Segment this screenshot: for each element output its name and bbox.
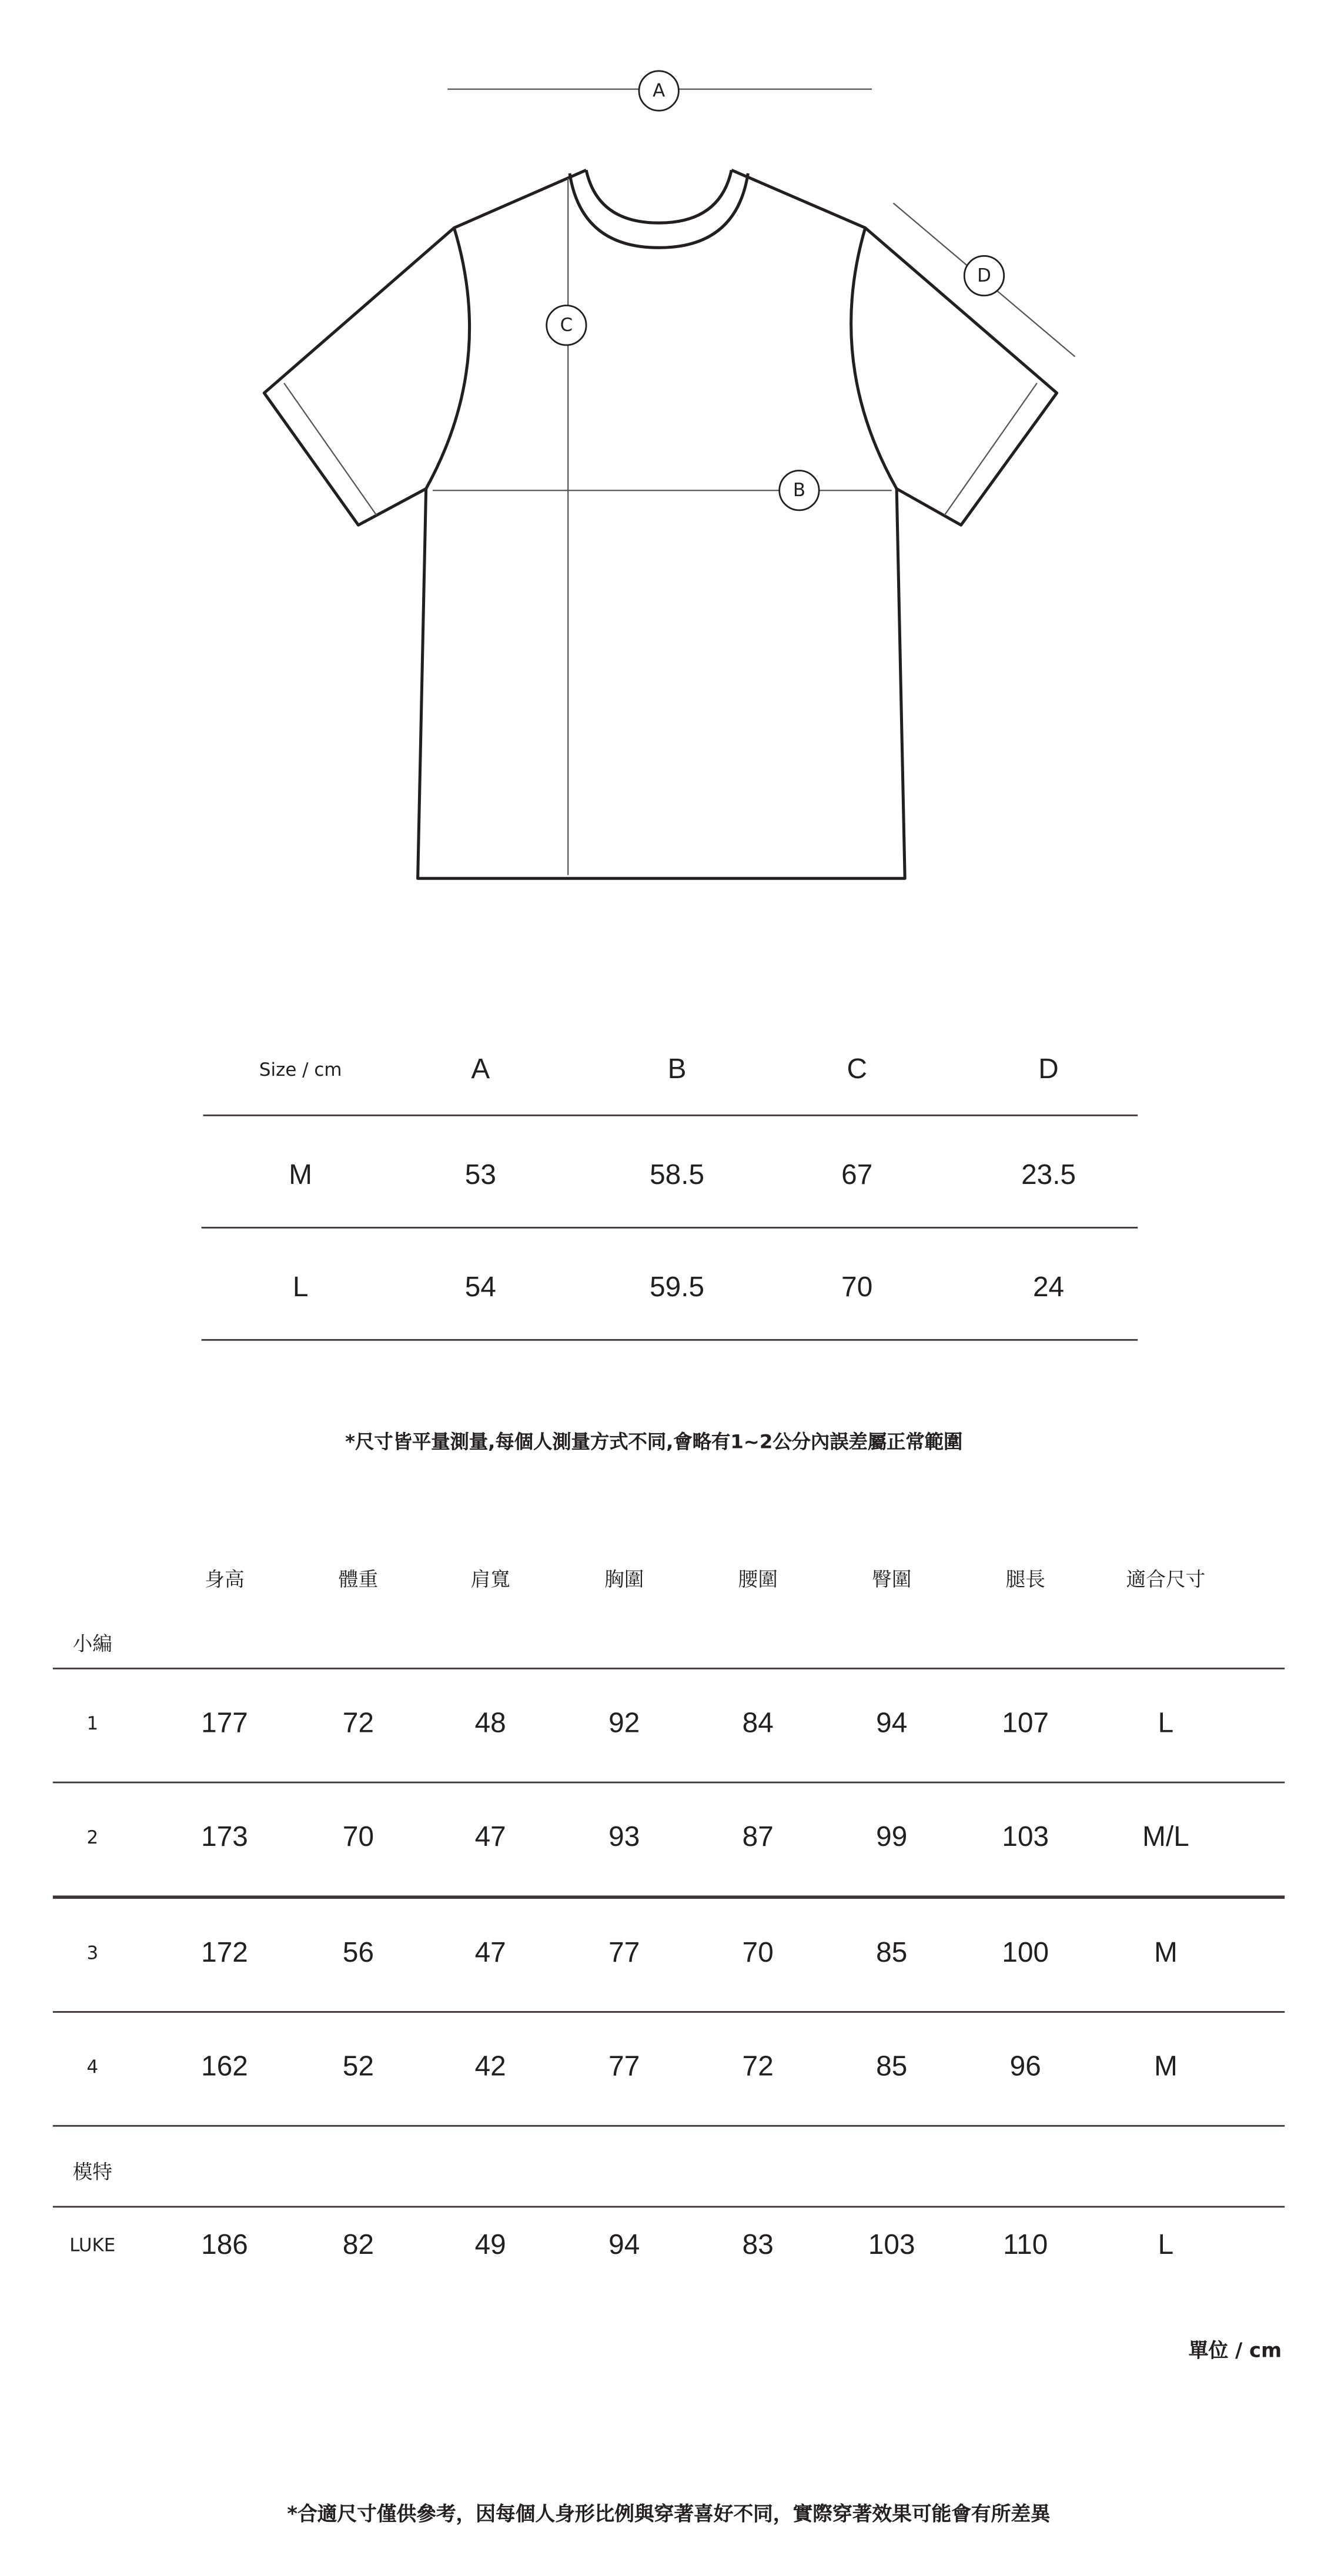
tshirt-outline bbox=[264, 170, 1056, 878]
group-label-model: 模特 bbox=[72, 2160, 113, 2184]
fit-table-cell: 48 bbox=[474, 1707, 506, 1739]
model-name: LUKE bbox=[69, 2234, 116, 2257]
fit-table-cell: 85 bbox=[876, 1936, 908, 1968]
fit-table-cell: 93 bbox=[608, 1821, 640, 1854]
size-table-header: C bbox=[847, 1053, 867, 1085]
row-divider bbox=[53, 2125, 1285, 2127]
fit-table-cell: L bbox=[1158, 1707, 1174, 1739]
size-table-cell: 54 bbox=[464, 1271, 496, 1303]
fit-table-cell: 162 bbox=[201, 2050, 248, 2082]
fit-table-cell: 83 bbox=[742, 2229, 774, 2261]
row-id: 3 bbox=[86, 1942, 99, 1963]
fit-table-cell: 96 bbox=[1009, 2050, 1041, 2082]
fit-table-cell: M bbox=[1154, 2050, 1178, 2082]
row-id: 4 bbox=[86, 2056, 99, 2078]
size-note: *尺寸皆平量測量,每個人測量方式不同,會略有1~2公分內誤差屬正常範圍 bbox=[345, 1430, 963, 1453]
label-d: D bbox=[977, 265, 991, 287]
fit-table-cell: 84 bbox=[742, 1707, 774, 1739]
row-divider bbox=[53, 1668, 1285, 1670]
fit-table-header: 胸圍 bbox=[604, 1567, 644, 1591]
size-table-cell: 70 bbox=[841, 1271, 873, 1303]
row-divider bbox=[203, 1115, 1138, 1117]
fit-table-cell: 77 bbox=[608, 1936, 640, 1968]
fit-table-cell: 173 bbox=[201, 1821, 248, 1854]
row-divider bbox=[202, 1339, 1138, 1341]
fit-table-cell: 77 bbox=[608, 2050, 640, 2082]
fit-table-header: 肩寬 bbox=[470, 1567, 510, 1591]
size-table-header: Size / cm bbox=[259, 1059, 342, 1081]
tshirt-diagram bbox=[0, 0, 1321, 925]
fit-table-cell: 72 bbox=[742, 2050, 774, 2082]
size-table-cell: 58.5 bbox=[650, 1159, 705, 1191]
fit-table-cell: 99 bbox=[876, 1821, 908, 1854]
size-table-cell: 67 bbox=[841, 1159, 873, 1191]
fit-table-cell: 100 bbox=[1002, 1936, 1049, 1968]
fit-note: *合適尺寸僅供參考，因每個人身形比例與穿著喜好不同，實際穿著效果可能會有所差異 bbox=[287, 2502, 1051, 2525]
fit-table-header: 身高 bbox=[205, 1567, 245, 1591]
row-id: 1 bbox=[86, 1713, 99, 1735]
size-table-size: L bbox=[292, 1271, 309, 1303]
size-table-cell: 53 bbox=[464, 1159, 496, 1191]
fit-table-cell: 85 bbox=[876, 2050, 908, 2082]
group-label-staff: 小編 bbox=[72, 1632, 113, 1655]
fit-table-header: 體重 bbox=[338, 1567, 379, 1591]
row-id: 2 bbox=[86, 1827, 99, 1849]
fit-table-cell: 177 bbox=[201, 1707, 248, 1739]
label-a: A bbox=[653, 80, 665, 102]
fit-table-cell: 47 bbox=[474, 1821, 506, 1854]
row-divider bbox=[53, 2010, 1285, 2013]
row-divider bbox=[53, 1896, 1285, 1898]
fit-table-header: 適合尺寸 bbox=[1126, 1567, 1206, 1591]
fit-table-cell: 94 bbox=[608, 2229, 640, 2261]
fit-table-cell: 52 bbox=[342, 2050, 374, 2082]
fit-table-cell: 49 bbox=[474, 2229, 506, 2261]
size-table-cell: 23.5 bbox=[1021, 1159, 1076, 1191]
fit-table-cell: 82 bbox=[342, 2229, 374, 2261]
fit-table-cell: 172 bbox=[201, 1936, 248, 1968]
row-divider bbox=[53, 2206, 1285, 2208]
fit-table-cell: 42 bbox=[474, 2050, 506, 2082]
fit-table-cell: 94 bbox=[876, 1707, 908, 1739]
size-table-size: M bbox=[289, 1159, 313, 1191]
fit-table-header: 腿長 bbox=[1005, 1567, 1045, 1591]
fit-table-cell: 87 bbox=[742, 1821, 774, 1854]
fit-table-cell: 103 bbox=[868, 2229, 915, 2261]
fit-table-cell: 103 bbox=[1002, 1821, 1049, 1854]
row-divider bbox=[202, 1227, 1138, 1229]
fit-table-header: 腰圍 bbox=[738, 1567, 778, 1591]
row-divider bbox=[53, 1782, 1285, 1784]
size-table-cell: 59.5 bbox=[650, 1271, 705, 1303]
fit-table-cell: 56 bbox=[342, 1936, 374, 1968]
size-table-header: A bbox=[471, 1053, 490, 1085]
unit-label: 單位 / cm bbox=[1188, 2339, 1282, 2362]
fit-table-header: 臀圍 bbox=[871, 1567, 912, 1591]
size-table-cell: 24 bbox=[1032, 1271, 1065, 1303]
fit-table-cell: 70 bbox=[342, 1821, 374, 1854]
size-table-header: B bbox=[667, 1053, 687, 1085]
fit-table-cell: 72 bbox=[342, 1707, 374, 1739]
fit-table-cell: L bbox=[1158, 2229, 1174, 2261]
fit-table-cell: M bbox=[1154, 1936, 1178, 1968]
fit-table-cell: M/L bbox=[1142, 1821, 1189, 1854]
fit-table-cell: 92 bbox=[608, 1707, 640, 1739]
fit-table-cell: 186 bbox=[201, 2229, 248, 2261]
label-b: B bbox=[792, 479, 806, 501]
fit-table-cell: 110 bbox=[1003, 2229, 1048, 2261]
fit-table-cell: 70 bbox=[742, 1936, 774, 1968]
size-table-header: D bbox=[1038, 1053, 1059, 1085]
fit-table-cell: 107 bbox=[1002, 1707, 1049, 1739]
fit-table-cell: 47 bbox=[474, 1936, 506, 1968]
label-c: C bbox=[560, 315, 573, 336]
